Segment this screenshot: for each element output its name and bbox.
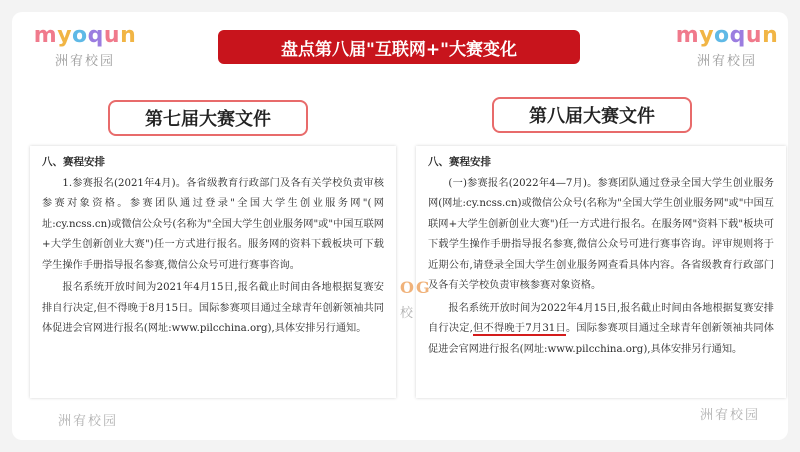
logo-subtitle: 洲宥校园 — [696, 54, 757, 69]
right-document — [416, 146, 786, 398]
highlighted-deadline: 但不得晚于7月31日 — [472, 323, 566, 334]
section-heading: 八、赛程安排 — [42, 156, 105, 168]
paragraph: (一)参赛报名(2022年4—7月)。参赛团队通过登录全国大学生创业服务网(网址:cy.ncss.cn)或微信公众号(名称为"全国大学生创业服务网"或"中国互联网+大学生创新创业大赛")任一方式进行报名。在服务网"资料下载"板块可下载学生操作手册指导报名参赛,微信公众号可进行赛事咨询。评审规则将于近期公布,请登录全国大学生创业服务网查看具体内容。各省级教育行政部门及各有关学校负责审核参赛对象资格。 — [428, 177, 774, 291]
logo-top-left — [30, 24, 140, 69]
watermark-fragment-sub: 校 — [400, 306, 416, 321]
watermark-bottom-right: 洲宥校园 — [700, 408, 761, 423]
logo-subtitle: 洲宥校园 — [54, 54, 115, 69]
watermark-bottom-left: 洲宥校园 — [58, 414, 119, 429]
page-title: 盘点第八届"互联网+"大赛变化 — [218, 30, 580, 64]
logo-wordmark: myoqun — [675, 23, 779, 48]
paragraph: 报名系统开放时间为2022年4月15日,报名截止时间由各地根据复赛安排自行决定,但不得晚于7月31日。国际参赛项目通过全球青年创新领袖共同体促进会官网进行报名(网址:www.pilcchina.org),具体安排另行通知。 — [428, 302, 774, 355]
right-doc-label: 第八届大赛文件 — [492, 97, 692, 133]
left-document — [30, 146, 396, 398]
left-doc-label: 第七届大赛文件 — [108, 100, 308, 136]
paragraph: 1.参赛报名(2021年4月)。各省级教育行政部门及各有关学校负责审核参赛对象资格。参赛团队通过登录"全国大学生创业服务网"(网址:cy.ncss.cn)或微信公众号(名称为"全国大学生创业服务网"或"中国互联网+大学生创新创业大赛")任一方式进行报名。服务网的资料下载板块可下载学生操作手册指导报名参赛,微信公众号可进行赛事咨询。 — [42, 177, 384, 271]
watermark-fragment: OG — [400, 278, 432, 297]
section-heading: 八、赛程安排 — [428, 156, 491, 168]
paragraph: 报名系统开放时间为2021年4月15日,报名截止时间由各地根据复赛安排自行决定,但不得晚于8月15日。国际参赛项目通过全球青年创新领袖共同体促进会官网进行报名(网址:www.pilcchina.org),具体安排另行通知。 — [42, 282, 384, 334]
logo-wordmark: myoqun — [33, 23, 137, 48]
logo-top-right — [672, 24, 782, 69]
